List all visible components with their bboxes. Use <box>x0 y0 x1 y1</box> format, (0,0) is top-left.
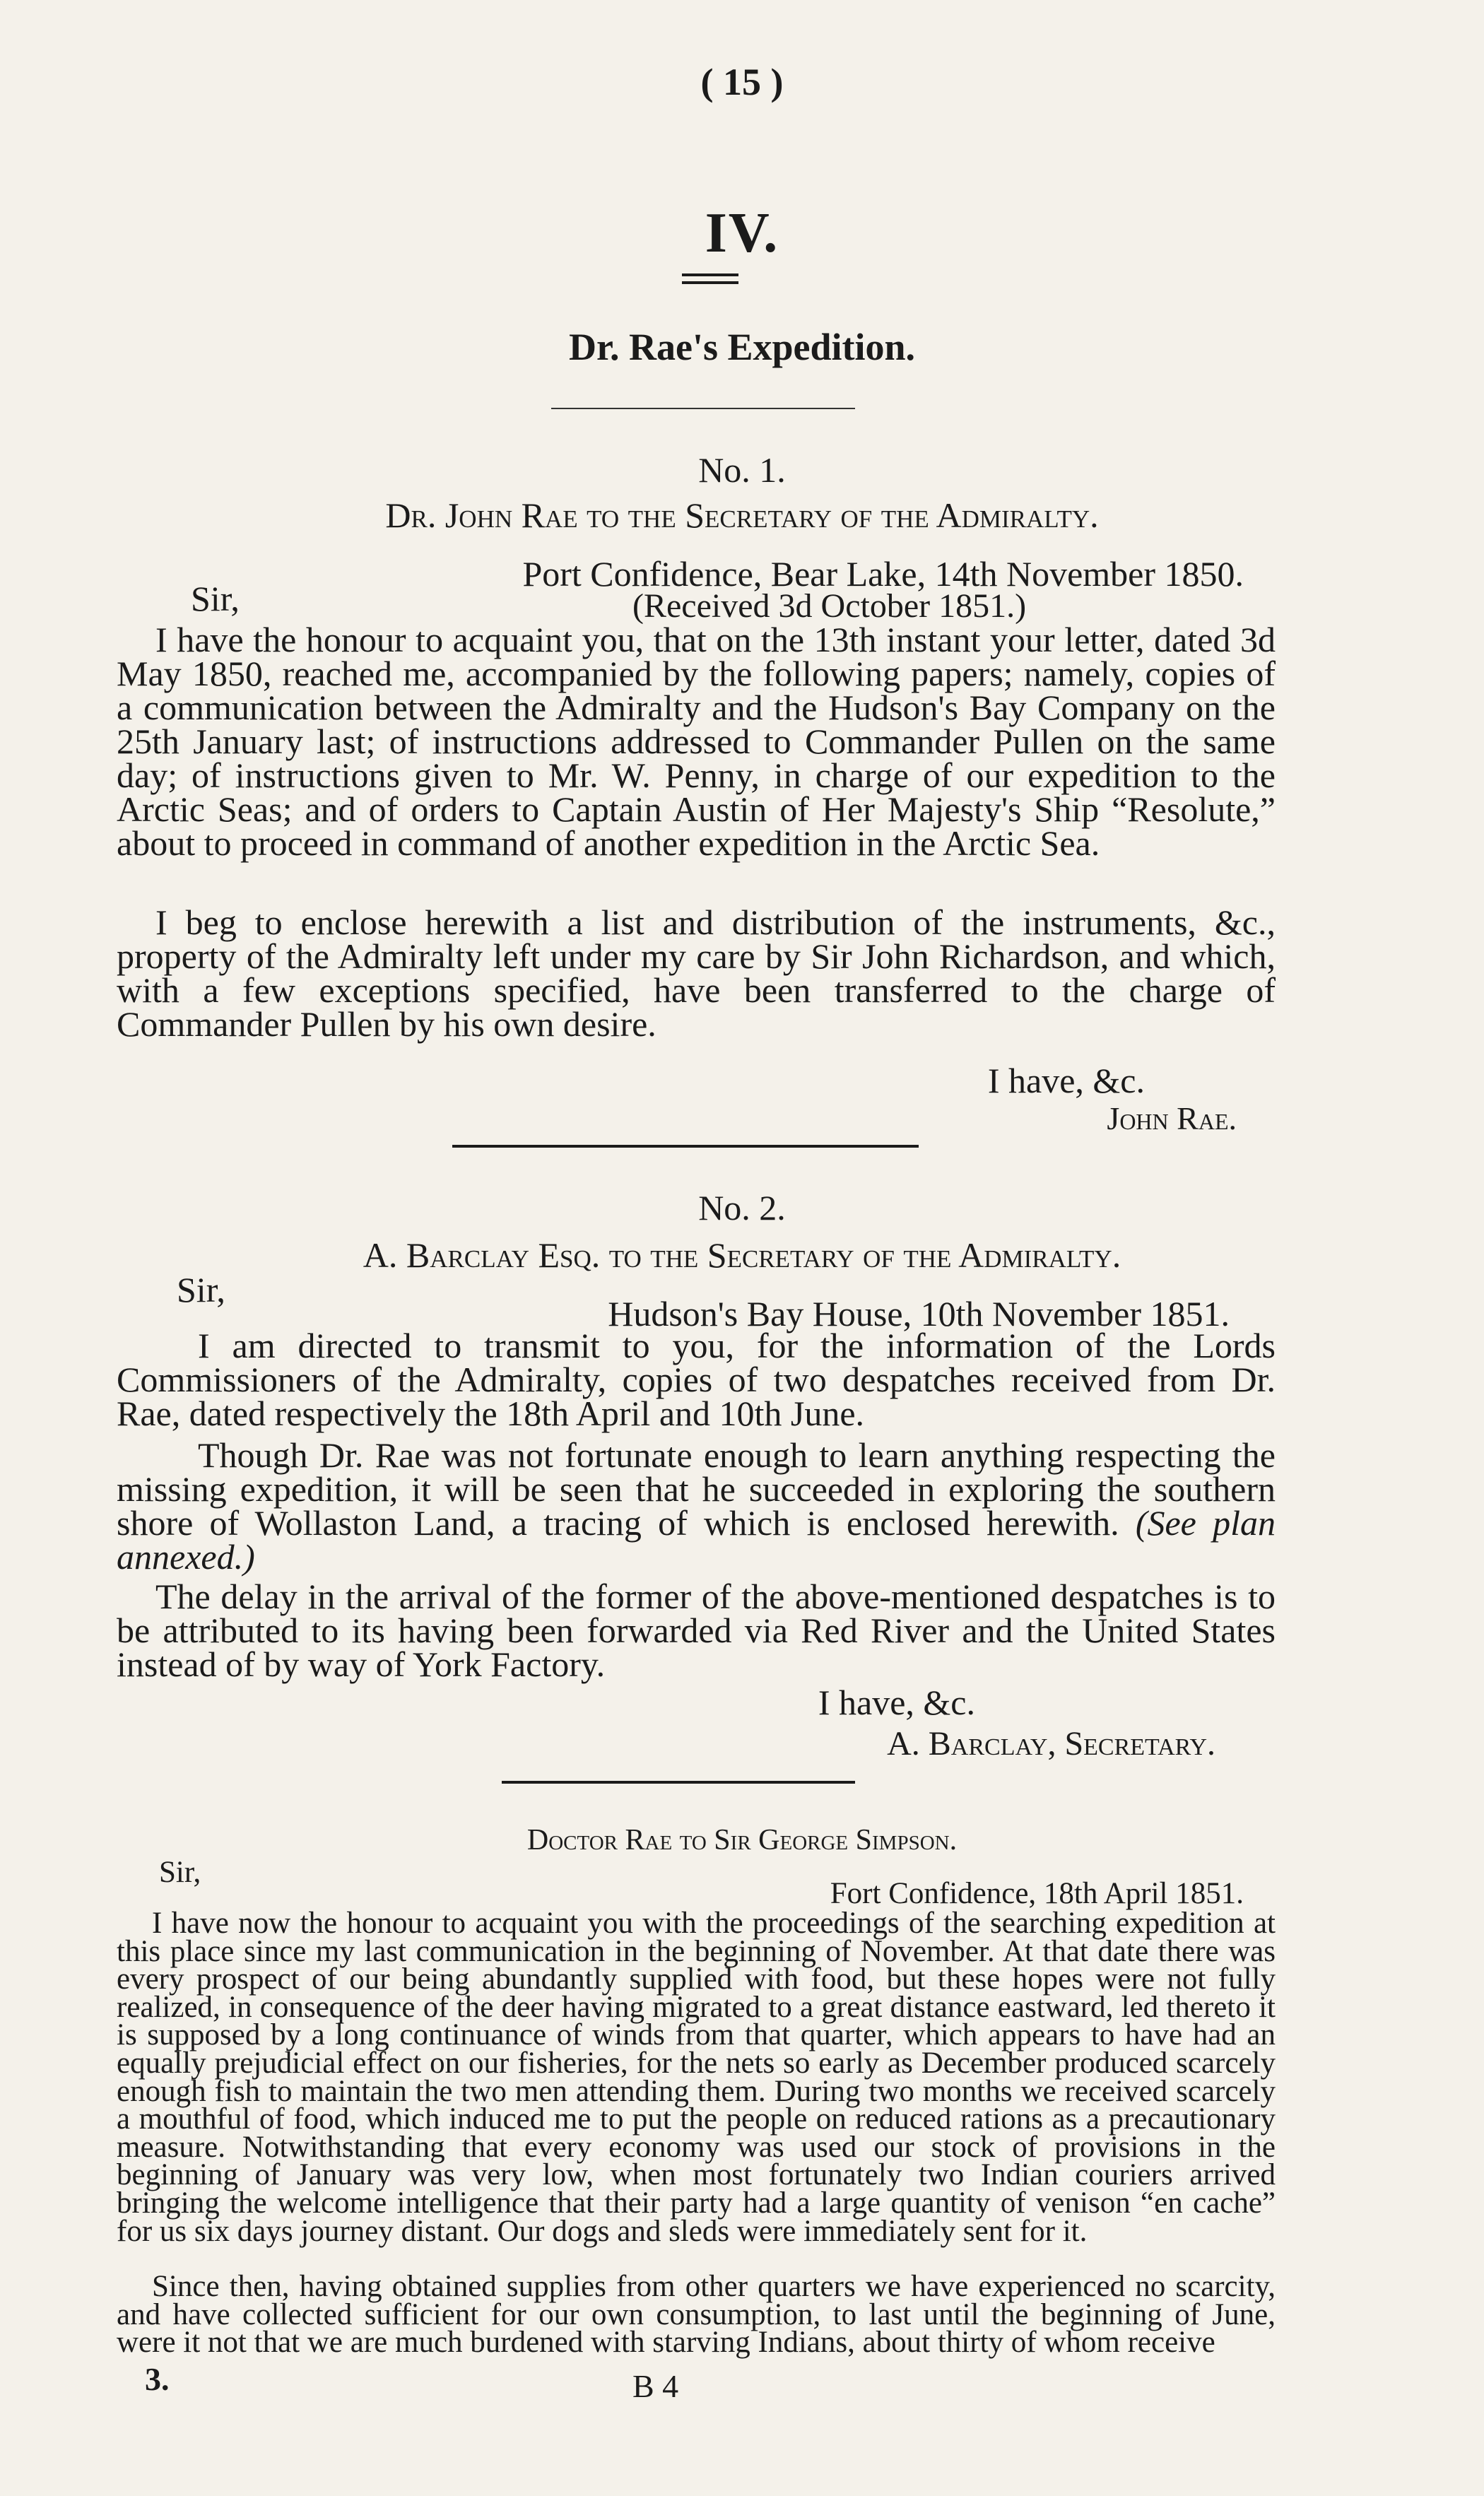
letter2-paragraph-1: I am directed to transmit to you, for the information of the Lords Commissioners of the Admiralty, copies of two despatches received from Dr. Rae, dated respectively the 18th April and 10th June. <box>117 1326 1276 1433</box>
letter2-rule <box>502 1781 855 1784</box>
letter3-heading: Doctor Rae to Sir George Simpson. <box>526 1824 958 1856</box>
double-rule-bottom <box>682 281 738 284</box>
letter1-paragraph-1: I have the honour to acquaint you, that on the 13th instant your letter, dated 3d May 1850, reached me, accompanied by the following papers; namely, copies of a communication between the Admiralty and the Hudson's Bay Company on the 25th January last; of instructions addressed to Commander Pullen on the same day; of instructions given to Mr. W. Penny, in charge of our expedition to the Arctic Seas; and of orders to Captain Austin of Her Majesty's Ship “Resolute,” about to proceed in command of another expedition in the Arctic Sea. <box>117 620 1276 863</box>
see-plan-note: (See plan annexed.) <box>117 1503 1276 1577</box>
letter1-signature: John Rae. <box>1107 1100 1237 1136</box>
letter3-place-date: Fort Confidence, 18th April 1851. <box>830 1877 1244 1910</box>
letter2-place-date: Hudson's Bay House, 10th November 1851. <box>608 1294 1230 1334</box>
letter1-place-date: Port Confidence, Bear Lake, 14th November 1850. <box>522 554 1244 594</box>
letter1-received: (Received 3d October 1851.) <box>632 587 1027 625</box>
title-rule <box>551 408 855 409</box>
page-number: ( 15 ) <box>700 61 784 103</box>
double-rule-top <box>682 273 738 276</box>
letter1-paragraph-2: I beg to enclose herewith a list and distribution of the instruments, &c., property of the Admiralty left under my care by Sir John Richardson, and which, with a few exceptions specified, have been transferred to the charge of Commander Pullen by his own desire. <box>117 902 1276 1044</box>
section-numeral: IV. <box>705 202 779 264</box>
letter2-paragraph-2: Though Dr. Rae was not fortunate enough to learn anything respecting the missing expedition, it will be seen that he succeeded in exploring the southern shore of Wollaston Land, a tracing of which is enclosed herewith. <box>117 1435 1276 1543</box>
footer-number: 3. <box>145 2361 170 2397</box>
letter3-paragraph-1: I have now the honour to acquaint you with the proceedings of the searching expedition at this place since my last communication in the beginning of November. At that date there was every prospect of our being abundantly supplied with food, but these hopes were not fully realized, in consequence of the deer having migrated to a great distance eastward, led thereto it is supposed by a long continuance of winds from that quarter, which appears to have had an equally prejudicial effect on our fisheries, for the nets so early as December produced scarcely enough fish to maintain the two men attending them. During two months we received scarcely a mouthful of food, which induced me to put the people on reduced rations as a precautionary measure. Notwithstanding that every economy was used our stock of provisions in the beginning of January was very low, when most fortunately two Indian couriers arrived bringing the welcome intelligence that their party had a large quantity of venison “en cache” for us six days journey distant. Our dogs and sleds were immediately sent for it. <box>117 1907 1276 2248</box>
letter2-number: No. 2. <box>698 1188 786 1228</box>
letter2-salutation: Sir, <box>177 1270 225 1309</box>
letter2-closing: I have, &c. <box>818 1683 975 1722</box>
letter1-rule <box>452 1145 919 1148</box>
footer-signature-mark: B 4 <box>632 2368 679 2404</box>
letter3-paragraph-2: Since then, having obtained supplies from other quarters we have experienced no scarcity, and have collected sufficient for our own consumption, to last until the beginning of June, were it not that we are much burdened with starving Indians, about thirty of whom receive <box>117 2270 1276 2360</box>
letter2-signature: A. Barclay, Secretary. <box>887 1725 1215 1762</box>
letter1-heading: Dr. John Rae to the Secretary of the Admiralty. <box>385 495 1099 535</box>
letter3-salutation: Sir, <box>159 1856 201 1889</box>
letter2-heading: A. Barclay Esq. to the Secretary of the Admiralty. <box>363 1235 1121 1275</box>
letter1-closing: I have, &c. <box>987 1061 1145 1100</box>
letter1-number: No. 1. <box>698 450 786 490</box>
section-title: Dr. Rae's Expedition. <box>568 326 916 368</box>
letter2-paragraph-3: The delay in the arrival of the former of the above-mentioned despatches is to be attributed to its having been forwarded via Red River and the United States instead of by way of York Factory. <box>117 1577 1276 1684</box>
letter1-salutation: Sir, <box>191 579 240 618</box>
